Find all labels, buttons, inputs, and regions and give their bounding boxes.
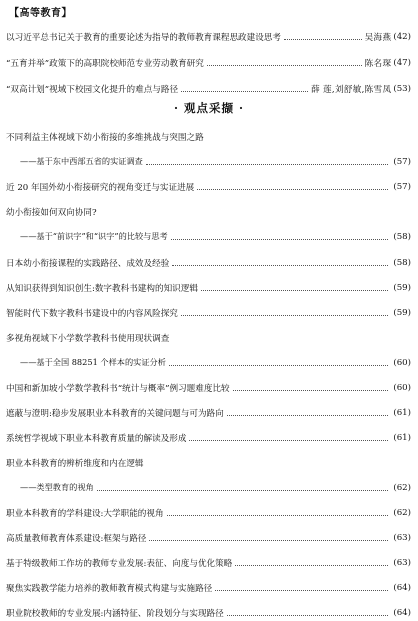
leader-dots (169, 365, 388, 366)
entry-page: (59) (393, 307, 411, 318)
toc-entry[interactable] (6, 579, 411, 596)
toc-entry[interactable] (6, 203, 411, 220)
entry-title: 遮蔽与澄明:稳步发展职业本科教育的关键问题与可为路向 (6, 408, 224, 419)
toc-entry[interactable] (6, 304, 411, 321)
toc-entry[interactable] (6, 54, 411, 71)
toc-entry[interactable] (6, 454, 411, 471)
toc-entry[interactable] (6, 379, 411, 396)
leader-dots (215, 590, 388, 591)
toc-entry[interactable] (6, 329, 411, 346)
entry-author: 陈名琛 (364, 58, 392, 69)
toc-subtitle-entry[interactable] (20, 228, 411, 245)
entry-page: (62) (393, 507, 411, 518)
entry-page: (47) (393, 57, 411, 68)
entry-title: 从知识获得到知识创生:数字教科书建构的知识逻辑 (6, 283, 198, 294)
entry-title: 职业本科教育的辨析维度和内在逻辑 (6, 458, 144, 469)
leader-dots (235, 565, 388, 566)
toc-entry[interactable] (6, 28, 411, 45)
entry-title: 基于特级教师工作坊的教师专业发展:表征、向度与优化策略 (6, 558, 233, 569)
entry-subtitle: ——类型教育的视角 (20, 482, 94, 492)
leader-dots (227, 415, 389, 416)
entry-title: “双高计划”视域下校园文化提升的难点与路径 (6, 84, 179, 95)
leader-dots (189, 440, 388, 441)
entry-page: (64) (393, 582, 411, 593)
entry-subtitle: ——基于东中西部五省的实证调查 (20, 156, 143, 166)
leader-dots (181, 315, 388, 316)
toc-subtitle-entry[interactable] (20, 153, 411, 170)
toc-subtitle-entry[interactable] (20, 479, 411, 496)
entry-title: 中国和新加坡小学数学教科书“统计与概率”例习题难度比较 (6, 383, 230, 394)
leader-dots (149, 540, 388, 541)
leader-dots (181, 91, 308, 92)
entry-subtitle: ——基于全国 88251 个样本的实证分析 (20, 357, 166, 367)
leader-dots (171, 239, 389, 240)
entry-page: (60) (393, 382, 411, 393)
entry-title: 日本幼小衔接课程的实践路径、成效及经验 (6, 258, 170, 269)
toc-entry[interactable] (6, 554, 411, 571)
leader-dots (207, 65, 362, 66)
entry-page: (61) (393, 407, 411, 418)
entry-title: 职业院校教师的专业发展:内涵特征、阶段划分与实现路径 (6, 608, 224, 619)
toc-entry[interactable] (6, 279, 411, 296)
leader-dots (146, 164, 389, 165)
entry-title: 聚焦实践教学能力培养的教师教育模式构建与实施路径 (6, 583, 213, 594)
entry-title: 以习近平总书记关于教育的重要论述为指导的教师教育课程思政建设思考 (6, 32, 282, 43)
entry-page: (42) (393, 31, 411, 42)
entry-page: (57) (393, 181, 411, 192)
entry-page: (53) (393, 83, 411, 94)
entry-title: 多视角视域下小学数学教科书使用现状调查 (6, 333, 170, 344)
entry-title: “五育并举”政策下的高职院校师范专业劳动教育研究 (6, 58, 204, 69)
entry-page: (57) (393, 156, 411, 167)
leader-dots (284, 39, 362, 40)
entry-title: 职业本科教育的学科建设:大学职能的视角 (6, 508, 164, 519)
entry-page: (62) (393, 482, 411, 493)
entry-page: (63) (393, 532, 411, 543)
section-heading: · 观点采撷 · (173, 101, 244, 115)
entry-page: (59) (393, 282, 411, 293)
toc-entry[interactable] (6, 128, 411, 145)
entry-page: (58) (393, 257, 411, 268)
toc-entry[interactable] (6, 178, 411, 195)
entry-author: 吴海燕 (364, 32, 392, 43)
entry-page: (61) (393, 432, 411, 443)
leader-dots (201, 290, 388, 291)
toc-entry[interactable] (6, 429, 411, 446)
entry-subtitle: ——基于“前识字”和“识字”的比较与思考 (20, 231, 168, 241)
entry-page: (60) (393, 357, 411, 368)
entry-author: 薛 莲,刘舒敏,陈雪凤 (311, 84, 392, 95)
entry-title: 近 20 年国外幼小衔接研究的视角变迁与实证进展 (6, 182, 195, 193)
entry-title: 智能时代下数字教科书建设中的内容风险探究 (6, 308, 178, 319)
leader-dots (97, 490, 389, 491)
toc-subtitle-entry[interactable] (20, 354, 411, 371)
entry-title: 系统哲学视域下职业本科教育质量的解读及形成 (6, 433, 187, 444)
leader-dots (167, 515, 389, 516)
toc-entry[interactable] (6, 404, 411, 421)
leader-dots (172, 265, 388, 266)
entry-page: (58) (393, 231, 411, 242)
toc-entry[interactable] (6, 604, 411, 621)
entry-title: 高质量教师教育体系建设:框架与路径 (6, 533, 147, 544)
leader-dots (233, 390, 389, 391)
entry-page: (63) (393, 557, 411, 568)
toc-entry[interactable] (6, 504, 411, 521)
leader-dots (197, 189, 388, 190)
entry-title: 幼小衔接如何双向协同? (6, 207, 97, 218)
toc-entry[interactable] (6, 254, 411, 271)
toc-entry[interactable] (6, 80, 411, 97)
toc-entry[interactable] (6, 529, 411, 546)
entry-title: 不同利益主体视域下幼小衔接的多维挑战与突围之路 (6, 132, 204, 143)
leader-dots (227, 615, 389, 616)
entry-page: (64) (393, 607, 411, 618)
section-label: 【高等教育】 (9, 8, 72, 19)
